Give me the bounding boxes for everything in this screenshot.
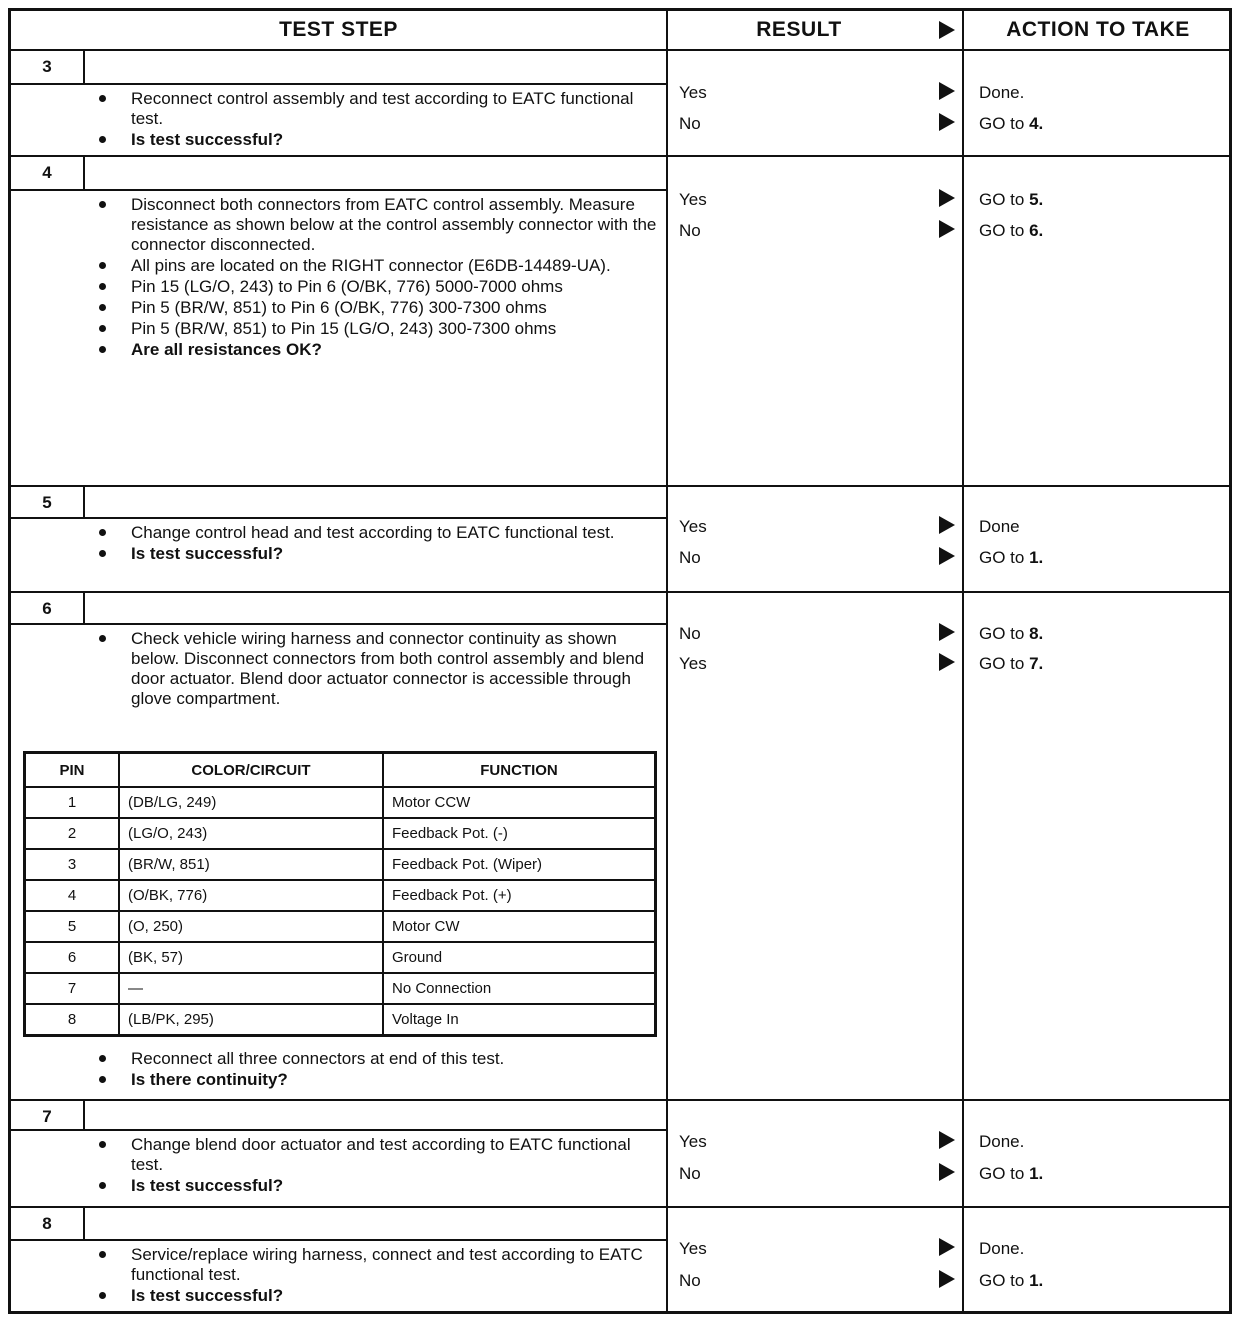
step-bullet-text: Reconnect all three connectors at end of this test. [131,1049,505,1068]
result-arrow-icon [939,1131,955,1149]
pin-cell: 8 [25,1004,120,1036]
function-cell: No Connection [383,973,656,1004]
column-divider-action [962,11,964,1311]
step-bullet-text: Is test successful? [131,130,284,149]
pin-table [23,751,657,1037]
result-label: No [679,624,701,643]
result-arrow-icon [939,82,955,100]
result-arrow-icon [939,1163,955,1181]
step-bullet [91,629,661,709]
bullet-icon [99,1055,106,1062]
bullet-icon [99,1076,106,1083]
result-arrow-icon [939,220,955,238]
step-bullet [91,89,661,129]
column-divider-result [666,11,668,1311]
result-arrow-icon [939,189,955,207]
function-cell: Feedback Pot. (-) [383,818,656,849]
bullet-icon [99,550,106,557]
action-text [979,1132,1024,1152]
step-bullet-text: Pin 5 (BR/W, 851) to Pin 15 (LG/O, 243) 300-7300 ohms [131,319,557,338]
function-cell: Motor CCW [383,787,656,818]
table-row [25,849,656,880]
action-text-step: 4. [1029,114,1044,133]
result-label: No [679,548,701,567]
step-number-box-divider [83,593,85,623]
step-bullet-text: Pin 15 (LG/O, 243) to Pin 6 (O/BK, 776) 5000-7000 ohms [131,277,563,296]
result-label: No [679,1164,701,1183]
function-cell: Feedback Pot. (Wiper) [383,849,656,880]
bullet-icon [99,635,106,642]
step-bullet [91,1286,661,1306]
step-bullet-text: Is test successful? [131,544,284,563]
pin-table-header-color: COLOR/CIRCUIT [119,753,383,788]
action-text [979,548,1043,568]
color-circuit-cell: (O/BK, 776) [119,880,383,911]
action-text-main: Done. [979,1239,1025,1258]
step-bullet-text: Disconnect both connectors from EATC control assembly. Measure resistance as shown below at the control assembly connector with the connector disconnected. [131,195,657,254]
result-label: Yes [679,654,707,673]
action-text-main: GO to [979,624,1030,643]
header-separator [11,49,1229,51]
step-number-underline [11,623,666,625]
step-number: 7 [42,1107,52,1126]
step-bullet-text: Is test successful? [131,1176,284,1195]
step-number-underline [11,517,666,519]
step-instructions [91,523,661,565]
action-text-main: Done. [979,1132,1025,1151]
action-text [979,654,1043,674]
result-label: Yes [679,1132,707,1151]
step-instructions [91,195,661,361]
step-bullet [91,277,661,297]
table-row [25,911,656,942]
step-bullet-text: Change blend door actuator and test according to EATC functional test. [131,1135,631,1174]
step-number-underline [11,189,666,191]
function-cell: Feedback Pot. (+) [383,880,656,911]
action-text-main: GO to [979,1271,1030,1290]
action-text-main: GO to [979,654,1030,673]
step-number-box-divider [83,157,85,189]
step-separator [11,485,1229,487]
header-action: ACTION TO TAKE [1006,18,1190,41]
step-separator [11,155,1229,157]
header-result: RESULT [756,18,842,41]
color-circuit-cell: (LG/O, 243) [119,818,383,849]
action-text-step: 1. [1029,1271,1044,1290]
step-bullet-text: Pin 5 (BR/W, 851) to Pin 6 (O/BK, 776) 300-7300 ohms [131,298,547,317]
step-instructions [91,1135,661,1197]
step-bullet-text: Are all resistances OK? [131,340,322,359]
bullet-icon [99,95,106,102]
color-circuit-cell: (BR/W, 851) [119,849,383,880]
result-arrow-icon [939,516,955,534]
pin-cell: 5 [25,911,120,942]
color-circuit-cell: — [119,973,383,1004]
step-number-underline [11,1239,666,1241]
bullet-icon [99,1141,106,1148]
step-bullet [91,256,661,276]
action-text-main: GO to [979,114,1030,133]
action-text-step: 7. [1029,654,1044,673]
step-bullet [91,340,661,360]
result-label: Yes [679,517,707,536]
bullet-icon [99,201,106,208]
step-bullet-text: Change control head and test according to EATC functional test. [131,523,615,542]
action-text [979,190,1043,210]
step-bullet-text: Is test successful? [131,1286,284,1305]
pin-cell: 4 [25,880,120,911]
action-text [979,517,1020,537]
step-followup-instructions [91,1049,661,1091]
action-text-step: 8. [1029,624,1044,643]
step-separator [11,1206,1229,1208]
color-circuit-cell: (LB/PK, 295) [119,1004,383,1036]
action-text-main: GO to [979,548,1030,567]
step-bullet [91,319,661,339]
step-number-box-divider [83,51,85,83]
step-separator [11,591,1229,593]
step-separator [11,1099,1229,1101]
result-arrow-icon [939,113,955,131]
pin-table-header-pin: PIN [25,753,120,788]
bullet-icon [99,325,106,332]
action-text-step: 1. [1029,1164,1044,1183]
result-arrow-icon [939,1238,955,1256]
bullet-icon [99,1251,106,1258]
step-bullet [91,1245,661,1285]
action-text [979,221,1043,241]
table-row [25,1004,656,1036]
table-row [25,818,656,849]
action-text-step: 1. [1029,548,1044,567]
step-bullet [91,1135,661,1175]
result-label: Yes [679,190,707,209]
bullet-icon [99,529,106,536]
table-row [25,942,656,973]
step-bullet [91,1176,661,1196]
color-circuit-cell: (DB/LG, 249) [119,787,383,818]
step-bullet [91,195,661,255]
action-text [979,1164,1043,1184]
step-bullet [91,298,661,318]
bullet-icon [99,346,106,353]
step-number-box-divider [83,1208,85,1239]
bullet-icon [99,283,106,290]
step-bullet [91,544,661,564]
header-test-step: TEST STEP [279,18,398,41]
action-text-main: GO to [979,1164,1030,1183]
color-circuit-cell: (O, 250) [119,911,383,942]
action-text [979,114,1043,134]
bullet-icon [99,1182,106,1189]
table-row [25,973,656,1004]
action-text-step: 6. [1029,221,1044,240]
pin-cell: 3 [25,849,120,880]
bullet-icon [99,136,106,143]
step-bullet-text: Check vehicle wiring harness and connector continuity as shown below. Disconnect connectors from both control assembly and blend door actuator. Blend door actuator connector is accessible through glove compartment. [131,629,645,708]
result-label: Yes [679,1239,707,1258]
action-text-step: 5. [1029,190,1044,209]
table-row [25,880,656,911]
step-number: 3 [42,57,52,76]
result-arrow-icon [939,623,955,641]
step-bullet [91,1049,661,1069]
pin-table-header-function: FUNCTION [383,753,656,788]
result-label: Yes [679,83,707,102]
step-bullet-text: All pins are located on the RIGHT connector (E6DB-14489-UA). [131,256,611,275]
step-instructions [91,89,661,151]
step-bullet-text: Is there continuity? [131,1070,288,1089]
step-number: 5 [42,493,52,512]
action-text-main: GO to [979,221,1030,240]
step-number: 6 [42,599,52,618]
bullet-icon [99,1292,106,1299]
step-bullet [91,130,661,150]
step-number: 4 [42,163,52,182]
header-arrow-icon [939,21,955,39]
action-text [979,1271,1043,1291]
result-arrow-icon [939,547,955,565]
function-cell: Voltage In [383,1004,656,1036]
result-label: No [679,114,701,133]
step-number-underline [11,83,666,85]
result-arrow-icon [939,653,955,671]
table-row [25,787,656,818]
step-number-box-divider [83,487,85,517]
action-text [979,624,1043,644]
action-text-main: Done. [979,83,1025,102]
step-bullet [91,1070,661,1090]
bullet-icon [99,304,106,311]
step-number-underline [11,1129,666,1131]
step-number-box-divider [83,1101,85,1129]
action-text-main: Done [979,517,1020,536]
pin-cell: 2 [25,818,120,849]
step-number: 8 [42,1214,52,1233]
pin-cell: 1 [25,787,120,818]
step-bullet-text: Service/replace wiring harness, connect and test according to EATC functional test. [131,1245,643,1284]
pin-cell: 7 [25,973,120,1004]
result-label: No [679,1271,701,1290]
action-text [979,1239,1024,1259]
test-step-document [8,8,1232,1314]
color-circuit-cell: (BK, 57) [119,942,383,973]
action-text [979,83,1024,103]
result-arrow-icon [939,1270,955,1288]
step-instructions [91,629,661,710]
step-instructions [91,1245,661,1307]
step-bullet [91,523,661,543]
bullet-icon [99,262,106,269]
action-text-main: GO to [979,190,1030,209]
pin-cell: 6 [25,942,120,973]
step-bullet-text: Reconnect control assembly and test according to EATC functional test. [131,89,634,128]
result-label: No [679,221,701,240]
function-cell: Ground [383,942,656,973]
function-cell: Motor CW [383,911,656,942]
